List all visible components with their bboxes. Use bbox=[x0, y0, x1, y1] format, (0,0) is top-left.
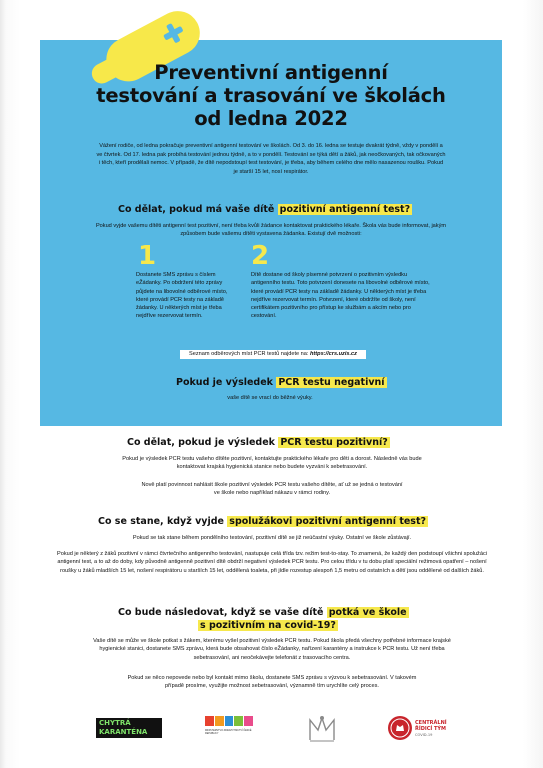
crt-line-3: COVID-19 bbox=[415, 733, 433, 737]
crt-text bbox=[415, 720, 447, 738]
chytra-karantena-logo bbox=[96, 718, 162, 738]
section3-heading-prefix: Co se stane, když vyjde bbox=[98, 516, 224, 527]
ministry-logo-text: MINISTERSTVO ZDRAVOTNICTVÍ ČESKÉ REPUBLIKY bbox=[205, 729, 252, 735]
ministry-logo-block bbox=[205, 716, 214, 726]
option1-number: 1 bbox=[138, 241, 157, 271]
pcr-sites-link-line bbox=[180, 350, 366, 359]
section4-heading-highlight-1: potká ve škole bbox=[328, 607, 407, 618]
msmt-emblem-icon bbox=[306, 714, 338, 744]
negative-heading bbox=[176, 377, 387, 389]
section4-text-1: Vaše dítě se může ve škole potkat s žákem, kterému vyšel pozitivní výsledek PCR testu. Pokud škola předá všechny potřebné informace krajské hygienické stanici, dostanete SMS zprávu, která bude obsahovat číslo eŽádanky, nařízení karantény a instrukce k PCR testu. Už není třeba sebetrasování, ani neočekávejte telefonát z trasovacího centra. bbox=[93, 638, 451, 661]
ministry-of-health-logo bbox=[205, 716, 253, 742]
section1-heading bbox=[118, 204, 412, 216]
title-line-1: Preventivní antigenní bbox=[154, 61, 388, 84]
section2-text-1: Pokud je výsledek PCR testu vašeho dítěte pozitivní, kontaktujte praktického lékaře pro děti a dorost. Následně vás bude kontaktovat krajská hygienická stanice nebo budete vyzváni k sebetrasování. bbox=[122, 456, 422, 471]
intro-paragraph: Vážení rodiče, od ledna pokračuje preventivní antigenní testování ve školách. Od 3. do 16. ledna se testuje dvakrát týdně, vždy v pondělí a ve čtvrtek. Od 17. ledna pak probíhá testování jednou týdně, a to v pondělí. Testování se týká dětí a žáků, jak neočkovaných, tak očkovaných i těch, kteří prodělali nemoc. V případě, že dítě nepodstoupí test testování, je třeba, aby během celého dne mělo nasazenou roušku. Pokud je starší 15 let, nosí respirátor. bbox=[96, 143, 446, 175]
section2-heading-prefix: Co dělat, pokud je výsledek bbox=[127, 437, 275, 448]
section2-text-2: Nově platí povinnost nahlásit škole pozitivní výsledek PCR testu vašeho dítěte, ať už se jedná o testování ve škole nebo například nákazu v rámci rodiny. bbox=[141, 482, 403, 497]
negative-heading-highlight: PCR testu negativní bbox=[278, 377, 385, 388]
section4-heading-prefix: Co bude následovat, když se vaše dítě bbox=[118, 607, 324, 618]
ministry-logo-blocks bbox=[205, 716, 253, 726]
ministry-logo-block bbox=[215, 716, 224, 726]
negative-text: vaše dítě se vrací do běžné výuky. bbox=[227, 395, 313, 401]
section3-heading bbox=[98, 516, 428, 528]
section2-heading-highlight: PCR testu pozitivní? bbox=[280, 437, 388, 448]
ministry-logo-block bbox=[225, 716, 234, 726]
section3-text-1: Pokud se tak stane během pondělního testování, pozitivní dítě se již neúčastní výuky. Ostatní ve škole zůstávají. bbox=[132, 535, 412, 541]
section1-heading-prefix: Co dělat, pokud má vaše dítě bbox=[118, 204, 275, 215]
section3-text-2: Pokud je některý z žáků pozitivní v rámci čtvrtečního antigenního testování, nastupuje celá třída tzv. režim test-to-stay. To znamená, že každý den podstoupí všichni spolužáci antigenní test, a to až do doby, kdy původně antigenně pozitivní dítě obdrží negativní výsledek PCR testu. Pro celou třídu v tu dobu platí speciální režimová opatření – nošení roušky u žáků mladších 15 let, nošení respirátoru u starších 15 let, oddělená toaleta, při jídle rozestup alespoň 1,5 metru od ostatních a dětí jsou oddělené od dalších žáků. bbox=[56, 551, 487, 574]
title-line-2: testování a trasování ve školách bbox=[96, 84, 446, 107]
section4-heading-line-1 bbox=[118, 607, 409, 619]
pcr-sites-link[interactable]: https://crs.uzis.cz bbox=[310, 351, 357, 357]
chytra-logo-line-1: CHYTRÁ bbox=[99, 719, 131, 727]
pcr-sites-link-prefix: Seznam odběrových míst PCR testů najdete na: bbox=[189, 351, 309, 357]
chytra-logo-line-2: KARANTÉNA bbox=[99, 728, 148, 736]
section2-heading bbox=[127, 437, 390, 449]
option1-text: Dostanete SMS zprávu s číslem eŽádanky. Po obdržení této zprávy půjdete na libovolné odběrové místo, které provádí PCR testy na základě žádanky. U některých míst je třeba nejdříve rezervovat termín. bbox=[136, 272, 228, 320]
msmt-logo bbox=[306, 714, 338, 744]
crt-line-2: ŘÍDICÍ TÝM bbox=[415, 726, 446, 732]
section3-heading-highlight: spolužákovi pozitivní antigenní test? bbox=[229, 516, 427, 527]
section4-heading-line-2 bbox=[198, 620, 338, 632]
option2-text: Dítě dostane od školy písemné potvrzení o pozitivním výsledku antigenního testu. Toto potvrzení donesete na libovolné odběrové místo, které provádí PCR testy na základě žádanky. U některých míst je třeba nejdříve rezervovat termín. Potvrzení, které obdržíte od školy, není certifikátem pozitivního pro přístup ke službám a akcím nebo pro cestování. bbox=[251, 272, 430, 320]
crt-line-1: CENTRÁLNÍ bbox=[415, 720, 447, 726]
section4-text-2: Pokud se něco nepovede nebo byl kontakt mimo školu, dostanete SMS zprávu s výzvou k sebetrasování. V takovém případě prosíme, využijte možnost sebetrasování, významně tím urychlíte celý proces. bbox=[127, 675, 417, 690]
central-steering-team-logo bbox=[388, 716, 458, 742]
crt-emblem-icon bbox=[388, 716, 412, 740]
ministry-logo-block bbox=[234, 716, 243, 726]
section1-heading-highlight: pozitivní antigenní test? bbox=[279, 204, 411, 215]
page-title bbox=[40, 61, 502, 130]
section1-text: Pokud vyjde vašemu dítěti antigenní test pozitivní, není třeba kvůli žádance kontaktovat praktického lékaře. Škola vás bude informovat, jakým způsobem bude vašemu dítěti vystavena žádanka. Existují dvě možnosti: bbox=[95, 223, 447, 238]
ministry-logo-block bbox=[244, 716, 253, 726]
section4-heading-highlight-2: s pozitivním na covid-19? bbox=[200, 620, 336, 631]
negative-heading-prefix: Pokud je výsledek bbox=[176, 377, 273, 388]
option2-number: 2 bbox=[251, 241, 270, 271]
title-line-3: od ledna 2022 bbox=[194, 107, 348, 130]
